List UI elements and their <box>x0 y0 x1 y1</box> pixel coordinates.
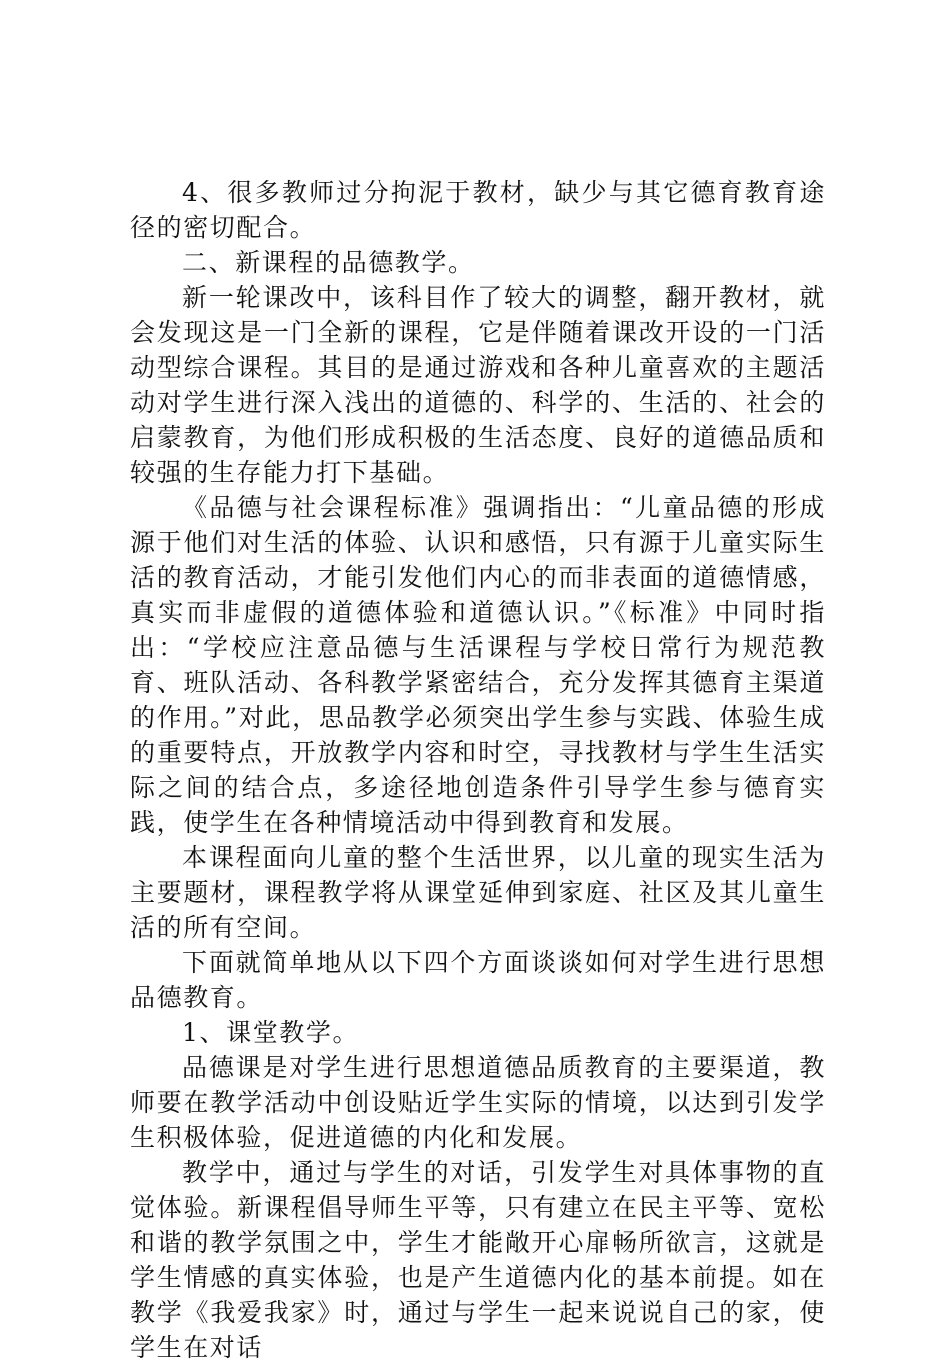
paragraph-8: 品德课是对学生进行思想道德品质教育的主要渠道，教师要在教学活动中创设贴近学生实际的情境，以达到引发学生积极体验，促进道德的内化和发展。 <box>130 1053 826 1152</box>
section-heading-2: 二、新课程的品德教学。 <box>182 248 475 277</box>
paragraph-9: 教学中，通过与学生的对话，引发学生对具体事物的直觉体验。新课程倡导师生平等，只有建立在民主平等、宽松和谐的教学氛围之中，学生才能敞开心扉畅所欲言，这就是学生情感的真实体验，也是产生道德内化的基本前提。如在教学《我爱我家》时，通过与学生一起来说说自己的家，使学生在对话 <box>130 1158 826 1362</box>
paragraph-1: 4、很多教师过分拘泥于教材，缺少与其它德育教育途径的密切配合。 <box>130 178 826 242</box>
paragraph-5: 本课程面向儿童的整个生活世界，以儿童的现实生活为主要题材，课程教学将从课堂延伸到家庭、社区及其儿童生活的所有空间。 <box>130 843 826 942</box>
paragraph-6: 下面就简单地从以下四个方面谈谈如何对学生进行思想品德教育。 <box>130 948 826 1012</box>
paragraph-4: 《品德与社会课程标准》强调指出：“儿童品德的形成源于他们对生活的体验、认识和感悟，只有源于儿童实际生活的教育活动，才能引发他们内心的而非表面的道德情感，真实而非虚假的道德体验和道德认识。”《标准》中同时指出：“学校应注意品德与生活课程与学校日常行为规范教育、班队活动、各科教学紧密结合，充分发挥其德育主渠道的作用。”对此，思品教学必须突出学生参与实践、体验生成的重要特点，开放教学内容和时空，寻找教材与学生生活实际之间的结合点，多途径地创造条件引导学生参与德育实践，使学生在各种情境活动中得到教育和发展。 <box>130 493 826 837</box>
subheading-classroom-teaching: 1、课堂教学。 <box>182 1018 360 1047</box>
document-body <box>130 175 826 1365</box>
paragraph-3: 新一轮课改中，该科目作了较大的调整，翻开教材，就会发现这是一门全新的课程，它是伴随着课改开设的一门活动型综合课程。其目的是通过游戏和各种儿童喜欢的主题活动对学生进行深入浅出的道德的、科学的、生活的、社会的启蒙教育，为他们形成积极的生活态度、良好的道德品质和较强的生存能力打下基础。 <box>130 283 826 487</box>
